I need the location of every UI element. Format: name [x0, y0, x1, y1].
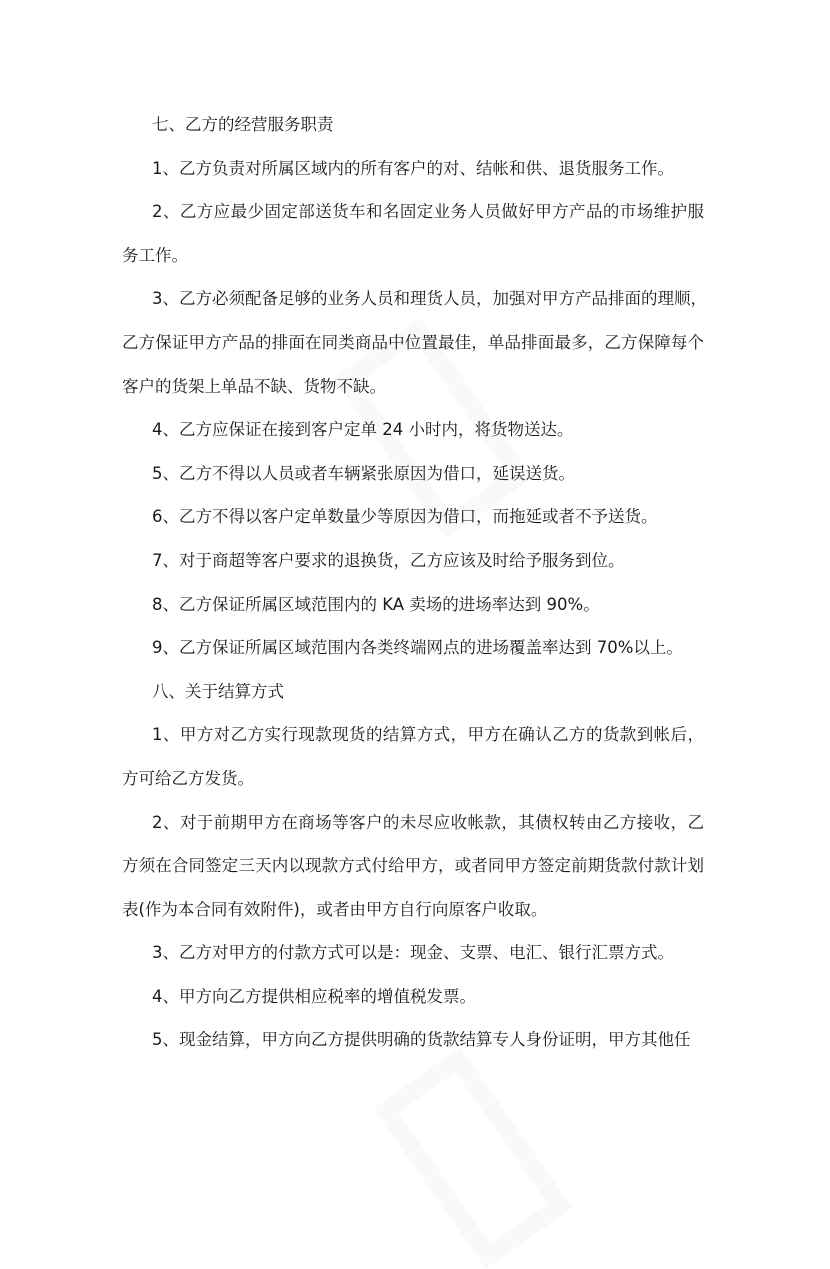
text-line: 6、乙方不得以客户定单数量少等原因为借口，而拖延或者不予送货。 [152, 507, 658, 527]
text-line: 1、甲方对乙方实行现款现货的结算方式，甲方在确认乙方的货款到帐后， [152, 725, 704, 745]
text-line: 1、乙方负责对所属区域内的所有客户的对、结帐和供、退货服务工作。 [152, 158, 674, 178]
paragraph [122, 713, 704, 800]
text-line: 7、对于商超等客户要求的退换货，乙方应该及时给予服务到位。 [152, 550, 625, 570]
text-line: 5、现金结算，甲方向乙方提供明确的货款结算专人身份证明，甲方其他任 [152, 1030, 691, 1050]
paragraph [122, 626, 704, 670]
text-line: 3、乙方对甲方的付款方式可以是：现金、支票、电汇、银行汇票方式。 [152, 943, 674, 963]
paragraph [122, 539, 704, 583]
text-line: 4、甲方向乙方提供相应税率的增值税发票。 [152, 986, 476, 1006]
text-line: 务工作。 [122, 245, 188, 265]
text-line: 乙方保证甲方产品的排面在同类商品中位置最佳，单品排面最多，乙方保障每个 [122, 332, 704, 352]
text-line: 4、乙方应保证在接到客户定单 24 小时内，将货物送达。 [152, 420, 574, 440]
paragraph [122, 670, 704, 714]
paragraph [122, 583, 704, 627]
text-line: 3、乙方必须配备足够的业务人员和理货人员，加强对甲方产品排面的理顺， [152, 289, 707, 309]
text-line: 2、对于前期甲方在商场等客户的未尽应收帐款，其债权转由乙方接收，乙 [152, 812, 704, 832]
text-line: 8、乙方保证所属区域范围内的 KA 卖场的进场率达到 90%。 [152, 594, 600, 614]
text-line: 客户的货架上单品不缺、货物不缺。 [122, 376, 386, 396]
paragraph [122, 931, 704, 975]
paragraph [122, 408, 704, 452]
text-line: 表(作为本合同有效附件)，或者由甲方自行向原客户收取。 [122, 899, 548, 919]
text-line: 八、关于结算方式 [152, 681, 284, 701]
text-line: 2、乙方应最少固定部送货车和名固定业务人员做好甲方产品的市场维护服 [152, 202, 704, 222]
paragraph [122, 277, 707, 408]
text-line: 七、乙方的经营服务职责 [152, 115, 334, 134]
text-line: 9、乙方保证所属区域范围内各类终端网点的进场覆盖率达到 70%以上。 [152, 638, 683, 658]
text-line: 方须在合同签定三天内以现款方式付给甲方，或者同甲方签定前期货款付款计划 [122, 856, 704, 876]
paragraph [122, 452, 704, 496]
paragraph [122, 103, 704, 147]
paragraph [122, 495, 704, 539]
text-line: 5、乙方不得以人员或者车辆紧张原因为借口，延误送货。 [152, 463, 575, 483]
text-line: 方可给乙方发货。 [122, 768, 254, 788]
paragraph [122, 147, 704, 191]
paragraph [122, 190, 704, 277]
paragraph [122, 801, 704, 932]
paragraph [122, 975, 704, 1019]
paragraph [122, 1018, 704, 1062]
document-page [122, 103, 707, 1062]
watermark [373, 1047, 572, 1268]
